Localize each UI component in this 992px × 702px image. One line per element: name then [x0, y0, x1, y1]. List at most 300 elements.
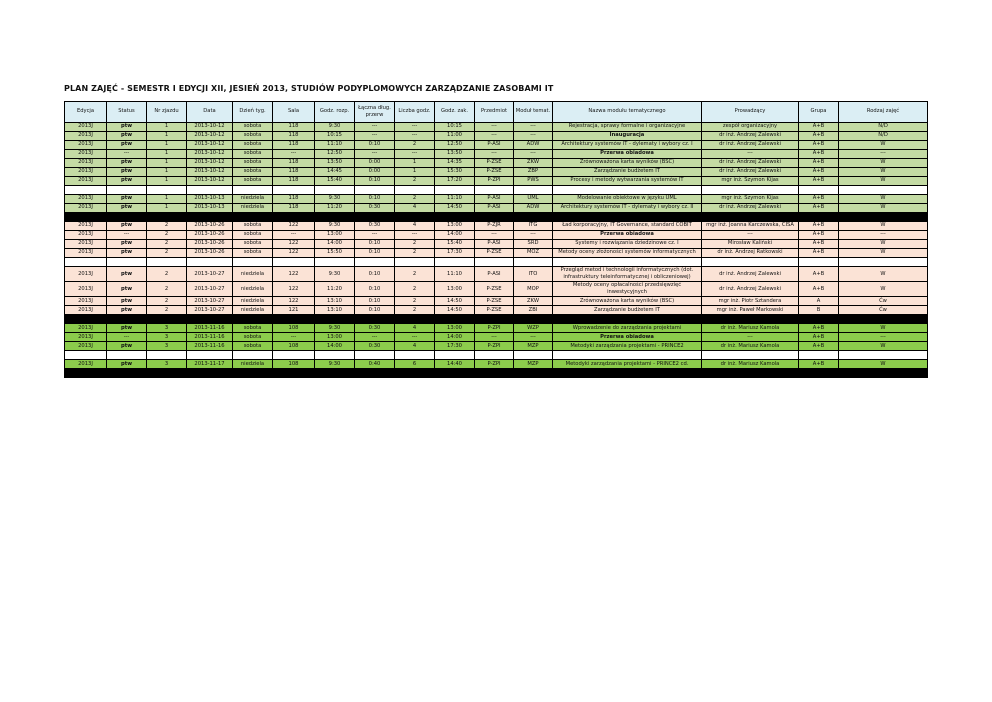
cell-prowadzacy: zespół organizacyjny	[702, 123, 799, 132]
cell-laczna-dlug-przerw: ---	[355, 333, 395, 342]
cell-laczna-dlug-przerw: 0:10	[355, 267, 395, 282]
cell-edycja	[65, 351, 107, 360]
cell-prowadzacy: mgr inż. Joanna Karczewska, CISA	[702, 222, 799, 231]
cell-status: ptw	[107, 249, 147, 258]
cell-godz-zak: 15:40	[435, 240, 475, 249]
cell-godz-rozp: 9:30	[315, 267, 355, 282]
cell-sala: 118	[273, 159, 315, 168]
col-header-przedmiot: Przedmiot	[475, 102, 514, 123]
cell-grupa: A+B	[799, 333, 839, 342]
cell-modul-temat: ZKW	[514, 159, 553, 168]
cell-edycja	[65, 186, 107, 195]
cell-grupa: A+B	[799, 267, 839, 282]
cell-nr-zjazdu: 1	[147, 177, 187, 186]
cell-nr-zjazdu: 1	[147, 123, 187, 132]
cell-godz-rozp	[315, 186, 355, 195]
cell-grupa	[799, 186, 839, 195]
cell-godz-zak: 17:30	[435, 342, 475, 351]
cell-data: 2013-11-16	[187, 342, 233, 351]
cell-godz-rozp: 14:45	[315, 168, 355, 177]
cell-dzien-tyg: niedziela	[233, 282, 273, 297]
cell-laczna-dlug-przerw: ---	[355, 231, 395, 240]
cell-modul-temat	[514, 258, 553, 267]
cell-modul-temat: PWS	[514, 177, 553, 186]
cell-godz-zak: 14:50	[435, 204, 475, 213]
cell-dzien-tyg: sobota	[233, 333, 273, 342]
cell-nr-zjazdu: 1	[147, 159, 187, 168]
table-row	[65, 297, 928, 306]
cell-grupa: A+B	[799, 177, 839, 186]
cell-edycja	[65, 369, 107, 378]
col-header-edycja: Edycja	[65, 102, 107, 123]
col-header-liczba-godz: Liczba godz.	[395, 102, 435, 123]
cell-sala	[273, 351, 315, 360]
cell-godz-zak	[435, 369, 475, 378]
cell-rodzaj-zajec: W	[839, 204, 928, 213]
cell-godz-rozp: 9:30	[315, 360, 355, 369]
cell-dzien-tyg: niedziela	[233, 306, 273, 315]
schedule-table	[64, 101, 928, 378]
header-row	[65, 102, 928, 123]
cell-przedmiot: P-ZPI	[475, 324, 514, 333]
cell-prowadzacy: ---	[702, 231, 799, 240]
cell-prowadzacy: ---	[702, 150, 799, 159]
cell-nazwa-modulu: Architektury systemów IT - dylematy i wybory cz. I	[553, 141, 702, 150]
cell-status	[107, 315, 147, 324]
cell-data: 2013-10-27	[187, 306, 233, 315]
cell-modul-temat	[514, 213, 553, 222]
cell-godz-zak: 15:30	[435, 168, 475, 177]
cell-edycja: 2013J	[65, 240, 107, 249]
table-row	[65, 132, 928, 141]
cell-przedmiot: P-ASI	[475, 240, 514, 249]
cell-godz-rozp: 9:30	[315, 195, 355, 204]
cell-prowadzacy: dr inż. Mariusz Kamola	[702, 324, 799, 333]
cell-grupa: A+B	[799, 141, 839, 150]
cell-sala: 108	[273, 342, 315, 351]
cell-laczna-dlug-przerw	[355, 351, 395, 360]
cell-laczna-dlug-przerw	[355, 213, 395, 222]
cell-sala: 122	[273, 249, 315, 258]
cell-przedmiot: ---	[475, 132, 514, 141]
cell-nr-zjazdu: 3	[147, 360, 187, 369]
cell-grupa: A+B	[799, 168, 839, 177]
cell-godz-rozp: 13:00	[315, 231, 355, 240]
cell-dzien-tyg: niedziela	[233, 195, 273, 204]
cell-laczna-dlug-przerw: ---	[355, 132, 395, 141]
cell-rodzaj-zajec	[839, 186, 928, 195]
cell-dzien-tyg: niedziela	[233, 204, 273, 213]
cell-rodzaj-zajec: W	[839, 240, 928, 249]
cell-nr-zjazdu: 2	[147, 282, 187, 297]
cell-grupa	[799, 213, 839, 222]
cell-grupa: A+B	[799, 159, 839, 168]
cell-sala	[273, 315, 315, 324]
cell-modul-temat: SRD	[514, 240, 553, 249]
cell-godz-rozp: 15:40	[315, 177, 355, 186]
cell-prowadzacy: dr inż. Andrzej Zalewski	[702, 168, 799, 177]
cell-dzien-tyg	[233, 351, 273, 360]
separator-row	[65, 186, 928, 195]
cell-przedmiot	[475, 315, 514, 324]
cell-przedmiot: P-ZSE	[475, 159, 514, 168]
cell-nazwa-modulu: Zarządzanie budżetem IT	[553, 168, 702, 177]
cell-godz-zak: 13:00	[435, 222, 475, 231]
cell-przedmiot: P-ZSE	[475, 249, 514, 258]
cell-nazwa-modulu	[553, 213, 702, 222]
cell-nazwa-modulu	[553, 351, 702, 360]
cell-status: ptw	[107, 168, 147, 177]
cell-prowadzacy: mgr inż. Paweł Markowski	[702, 306, 799, 315]
cell-rodzaj-zajec: Ćw	[839, 297, 928, 306]
cell-nr-zjazdu	[147, 315, 187, 324]
cell-godz-zak: 17:30	[435, 249, 475, 258]
cell-laczna-dlug-przerw: 0:30	[355, 324, 395, 333]
cell-status: ptw	[107, 282, 147, 297]
cell-rodzaj-zajec: ---	[839, 333, 928, 342]
cell-nr-zjazdu: 1	[147, 195, 187, 204]
cell-laczna-dlug-przerw	[355, 315, 395, 324]
cell-rodzaj-zajec: W	[839, 168, 928, 177]
table-row	[65, 159, 928, 168]
cell-laczna-dlug-przerw: 0:10	[355, 282, 395, 297]
cell-liczba-godz: 2	[395, 282, 435, 297]
cell-data: 2013-10-13	[187, 204, 233, 213]
cell-sala: 122	[273, 297, 315, 306]
cell-grupa: A+B	[799, 324, 839, 333]
cell-godz-zak: 14:35	[435, 159, 475, 168]
cell-godz-zak: 14:50	[435, 306, 475, 315]
table-row	[65, 123, 928, 132]
col-header-rodzaj-zajec: Rodzaj zajęć	[839, 102, 928, 123]
cell-data: 2013-10-27	[187, 282, 233, 297]
cell-grupa: A+B	[799, 240, 839, 249]
cell-dzien-tyg	[233, 315, 273, 324]
cell-rodzaj-zajec: W	[839, 267, 928, 282]
cell-nr-zjazdu: 3	[147, 324, 187, 333]
cell-modul-temat: ITO	[514, 267, 553, 282]
cell-nr-zjazdu: 2	[147, 240, 187, 249]
cell-godz-rozp: 13:00	[315, 333, 355, 342]
cell-przedmiot	[475, 258, 514, 267]
cell-nr-zjazdu: 2	[147, 222, 187, 231]
cell-status: ptw	[107, 159, 147, 168]
cell-laczna-dlug-przerw	[355, 369, 395, 378]
cell-laczna-dlug-przerw: 0:10	[355, 249, 395, 258]
cell-rodzaj-zajec: ---	[839, 231, 928, 240]
cell-godz-zak: 11:00	[435, 132, 475, 141]
cell-nazwa-modulu	[553, 369, 702, 378]
cell-godz-zak: 13:50	[435, 150, 475, 159]
cell-przedmiot: ---	[475, 150, 514, 159]
table-row	[65, 177, 928, 186]
cell-prowadzacy: dr inż. Andrzej Zalewski	[702, 159, 799, 168]
cell-modul-temat	[514, 186, 553, 195]
cell-grupa: A+B	[799, 123, 839, 132]
cell-laczna-dlug-przerw: 0:10	[355, 240, 395, 249]
cell-modul-temat: UML	[514, 195, 553, 204]
cell-data: 2013-10-27	[187, 267, 233, 282]
cell-nazwa-modulu: Przerwa obiadowa	[553, 150, 702, 159]
cell-grupa: A+B	[799, 195, 839, 204]
cell-godz-rozp	[315, 315, 355, 324]
cell-sala	[273, 213, 315, 222]
cell-nr-zjazdu: 1	[147, 204, 187, 213]
cell-rodzaj-zajec	[839, 351, 928, 360]
cell-liczba-godz: ---	[395, 123, 435, 132]
table-row	[65, 306, 928, 315]
cell-grupa: A+B	[799, 249, 839, 258]
cell-data: 2013-10-26	[187, 249, 233, 258]
cell-godz-rozp: 13:10	[315, 306, 355, 315]
cell-grupa: A+B	[799, 204, 839, 213]
cell-laczna-dlug-przerw: 0:10	[355, 177, 395, 186]
cell-edycja: 2013J	[65, 324, 107, 333]
cell-edycja: 2013J	[65, 168, 107, 177]
cell-prowadzacy: dr inż. Andrzej Zalewski	[702, 141, 799, 150]
cell-modul-temat: ---	[514, 333, 553, 342]
cell-godz-zak: 13:00	[435, 282, 475, 297]
cell-przedmiot: P-ASI	[475, 195, 514, 204]
cell-dzien-tyg: niedziela	[233, 297, 273, 306]
cell-edycja: 2013J	[65, 177, 107, 186]
cell-dzien-tyg: niedziela	[233, 267, 273, 282]
cell-modul-temat: MZP	[514, 342, 553, 351]
separator-row	[65, 315, 928, 324]
cell-rodzaj-zajec: W	[839, 159, 928, 168]
cell-liczba-godz: ---	[395, 333, 435, 342]
cell-data	[187, 315, 233, 324]
cell-status: ptw	[107, 132, 147, 141]
cell-liczba-godz: 2	[395, 195, 435, 204]
cell-przedmiot: P-ZJR	[475, 222, 514, 231]
cell-grupa: A+B	[799, 282, 839, 297]
cell-liczba-godz: 1	[395, 159, 435, 168]
cell-data: 2013-10-26	[187, 240, 233, 249]
cell-prowadzacy	[702, 315, 799, 324]
cell-liczba-godz: 2	[395, 249, 435, 258]
cell-prowadzacy: dr inż. Andrzej Zalewski	[702, 267, 799, 282]
cell-sala: 122	[273, 222, 315, 231]
cell-rodzaj-zajec: W	[839, 324, 928, 333]
table-row	[65, 324, 928, 333]
cell-status: ---	[107, 231, 147, 240]
table-row	[65, 249, 928, 258]
cell-nazwa-modulu: Zrównoważona karta wyników (BSC)	[553, 159, 702, 168]
cell-data: 2013-11-17	[187, 360, 233, 369]
cell-nr-zjazdu	[147, 186, 187, 195]
cell-modul-temat: MOZ	[514, 249, 553, 258]
cell-status: ptw	[107, 195, 147, 204]
cell-dzien-tyg	[233, 213, 273, 222]
cell-godz-zak	[435, 258, 475, 267]
cell-nr-zjazdu	[147, 369, 187, 378]
cell-liczba-godz: 2	[395, 141, 435, 150]
cell-prowadzacy	[702, 213, 799, 222]
cell-nazwa-modulu: Przerwa obiadowa	[553, 231, 702, 240]
cell-data	[187, 369, 233, 378]
cell-godz-zak	[435, 351, 475, 360]
cell-nazwa-modulu	[553, 315, 702, 324]
cell-nazwa-modulu: Rejestracja, sprawy formalne i organizacyjne	[553, 123, 702, 132]
cell-sala: 118	[273, 132, 315, 141]
cell-dzien-tyg: sobota	[233, 150, 273, 159]
cell-sala: 121	[273, 306, 315, 315]
cell-przedmiot: P-ZSE	[475, 297, 514, 306]
cell-przedmiot: P-ASI	[475, 204, 514, 213]
separator-row	[65, 351, 928, 360]
cell-nr-zjazdu: 2	[147, 249, 187, 258]
cell-dzien-tyg	[233, 186, 273, 195]
cell-prowadzacy: mgr inż. Szymon Kijas	[702, 177, 799, 186]
cell-przedmiot: ---	[475, 123, 514, 132]
cell-status: ptw	[107, 141, 147, 150]
cell-przedmiot	[475, 213, 514, 222]
separator-row	[65, 258, 928, 267]
cell-godz-rozp: 9:30	[315, 324, 355, 333]
cell-sala: 108	[273, 360, 315, 369]
cell-grupa: A+B	[799, 231, 839, 240]
cell-laczna-dlug-przerw	[355, 186, 395, 195]
cell-nr-zjazdu	[147, 258, 187, 267]
cell-status	[107, 258, 147, 267]
cell-modul-temat: ADW	[514, 141, 553, 150]
cell-modul-temat: ---	[514, 123, 553, 132]
cell-sala: 122	[273, 282, 315, 297]
cell-data: 2013-10-12	[187, 159, 233, 168]
cell-godz-zak: 12:50	[435, 141, 475, 150]
cell-godz-rozp: 9:30	[315, 222, 355, 231]
cell-modul-temat	[514, 315, 553, 324]
cell-prowadzacy	[702, 186, 799, 195]
cell-edycja: 2013J	[65, 150, 107, 159]
cell-liczba-godz: ---	[395, 231, 435, 240]
cell-liczba-godz: 4	[395, 204, 435, 213]
cell-modul-temat: ZBI	[514, 306, 553, 315]
cell-status	[107, 186, 147, 195]
cell-rodzaj-zajec	[839, 213, 928, 222]
cell-przedmiot: P-ZSE	[475, 282, 514, 297]
cell-rodzaj-zajec: W	[839, 249, 928, 258]
cell-modul-temat: WZP	[514, 324, 553, 333]
cell-status: ptw	[107, 222, 147, 231]
cell-nazwa-modulu: Przerwa obiadowa	[553, 333, 702, 342]
table-row	[65, 360, 928, 369]
cell-nazwa-modulu: Ład korporacyjny, IT Governance, standard COBIT	[553, 222, 702, 231]
cell-laczna-dlug-przerw	[355, 258, 395, 267]
cell-przedmiot	[475, 351, 514, 360]
col-header-data: Data	[187, 102, 233, 123]
cell-godz-rozp: 15:50	[315, 249, 355, 258]
table-row	[65, 150, 928, 159]
cell-sala: 118	[273, 204, 315, 213]
table-row	[65, 168, 928, 177]
cell-modul-temat: ---	[514, 132, 553, 141]
cell-liczba-godz	[395, 369, 435, 378]
cell-data: 2013-11-16	[187, 333, 233, 342]
cell-data: 2013-11-16	[187, 324, 233, 333]
cell-edycja	[65, 315, 107, 324]
cell-godz-zak: 14:00	[435, 333, 475, 342]
cell-godz-zak: 11:10	[435, 267, 475, 282]
cell-nr-zjazdu: 2	[147, 306, 187, 315]
cell-edycja: 2013J	[65, 249, 107, 258]
cell-dzien-tyg: niedziela	[233, 360, 273, 369]
cell-laczna-dlug-przerw: 0:40	[355, 360, 395, 369]
cell-data: 2013-10-26	[187, 222, 233, 231]
cell-godz-rozp	[315, 369, 355, 378]
col-header-status: Status	[107, 102, 147, 123]
cell-nr-zjazdu: 3	[147, 333, 187, 342]
separator-row	[65, 369, 928, 378]
cell-sala: 118	[273, 168, 315, 177]
cell-prowadzacy: dr inż. Andrzej Zalewski	[702, 282, 799, 297]
cell-prowadzacy: Mirosław Kaliński	[702, 240, 799, 249]
separator-row	[65, 213, 928, 222]
cell-laczna-dlug-przerw: 0:30	[355, 342, 395, 351]
cell-data: 2013-10-12	[187, 150, 233, 159]
cell-dzien-tyg	[233, 258, 273, 267]
cell-status: ptw	[107, 342, 147, 351]
cell-rodzaj-zajec: ---	[839, 150, 928, 159]
cell-godz-zak	[435, 186, 475, 195]
cell-edycja: 2013J	[65, 132, 107, 141]
cell-laczna-dlug-przerw: 0:10	[355, 195, 395, 204]
cell-nr-zjazdu: 1	[147, 141, 187, 150]
cell-rodzaj-zajec: W	[839, 282, 928, 297]
cell-nazwa-modulu	[553, 258, 702, 267]
cell-status: ptw	[107, 240, 147, 249]
cell-liczba-godz	[395, 351, 435, 360]
cell-rodzaj-zajec: W	[839, 222, 928, 231]
cell-status: ptw	[107, 123, 147, 132]
cell-godz-zak: 14:40	[435, 360, 475, 369]
cell-status: ptw	[107, 297, 147, 306]
cell-nazwa-modulu: Procesy i metody wytwarzania systemów IT	[553, 177, 702, 186]
cell-godz-rozp: 12:50	[315, 150, 355, 159]
cell-edycja: 2013J	[65, 159, 107, 168]
cell-status: ptw	[107, 204, 147, 213]
cell-status	[107, 351, 147, 360]
cell-nazwa-modulu: Metody oceny opłacalności przedsięwzięć inwestycyjnych	[553, 282, 702, 297]
cell-godz-zak: 11:10	[435, 195, 475, 204]
cell-rodzaj-zajec: W	[839, 141, 928, 150]
cell-prowadzacy: dr inż. Andrzej Ratkowski	[702, 249, 799, 258]
cell-edycja: 2013J	[65, 333, 107, 342]
cell-nazwa-modulu: Metody oceny złożoności systemów informatycznych	[553, 249, 702, 258]
cell-przedmiot	[475, 186, 514, 195]
cell-status: ---	[107, 150, 147, 159]
cell-godz-rozp: 14:00	[315, 240, 355, 249]
cell-dzien-tyg: sobota	[233, 123, 273, 132]
cell-godz-zak: 10:15	[435, 123, 475, 132]
cell-modul-temat: ADW	[514, 204, 553, 213]
cell-data	[187, 258, 233, 267]
cell-modul-temat: ZBP	[514, 168, 553, 177]
cell-nr-zjazdu: 3	[147, 342, 187, 351]
cell-edycja: 2013J	[65, 282, 107, 297]
cell-sala: 122	[273, 240, 315, 249]
cell-przedmiot: P-ZSE	[475, 306, 514, 315]
col-header-grupa: Grupa	[799, 102, 839, 123]
cell-nazwa-modulu: Metodyki zarządzania projektami - PRINCE2	[553, 342, 702, 351]
cell-modul-temat: ZKW	[514, 297, 553, 306]
cell-sala: 118	[273, 141, 315, 150]
cell-rodzaj-zajec	[839, 258, 928, 267]
cell-dzien-tyg: sobota	[233, 141, 273, 150]
cell-status: ptw	[107, 267, 147, 282]
table-row	[65, 267, 928, 282]
